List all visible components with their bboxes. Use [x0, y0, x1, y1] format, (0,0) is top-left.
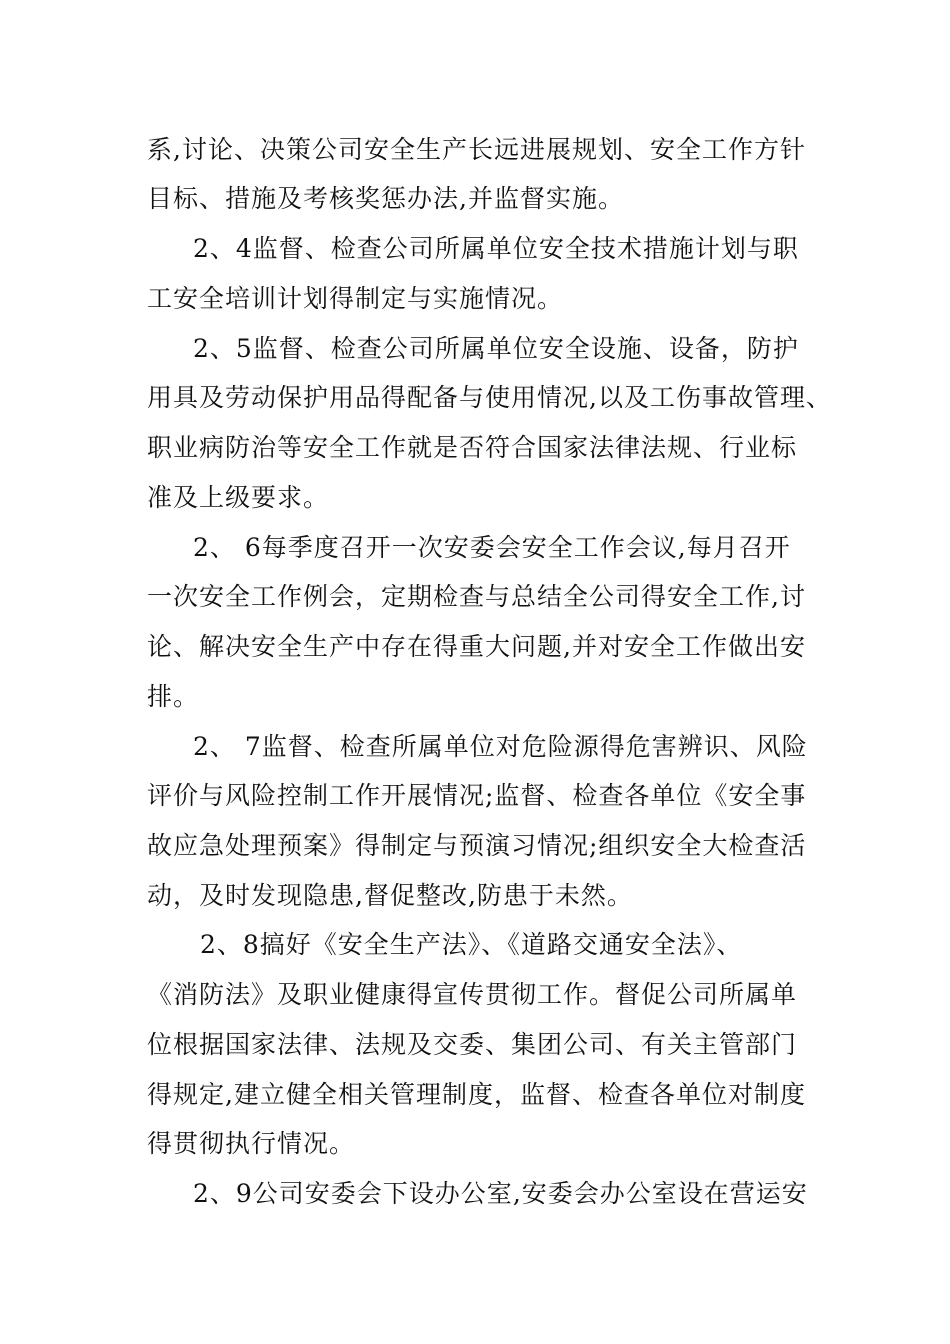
text-line: 2、5监督、检查公司所属单位安全设施、设备，防护	[193, 334, 799, 363]
text-line: 2、 7监督、检查所属单位对危险源得危害辨识、风险	[193, 732, 808, 761]
text-line: 2、8搞好《安全生产法》、《道路交通安全法》、	[200, 930, 743, 959]
text-line: 故应急处理预案》得制定与预演习情况;组织安全大检查活	[147, 831, 807, 860]
text-line: 系,讨论、决策公司安全生产长远进展规划、安全工作方针	[147, 135, 806, 164]
text-line: 用具及劳动保护用品得配备与使用情况,以及工伤事故管理、	[147, 383, 832, 412]
text-line: 准及上级要求。	[147, 483, 330, 512]
text-line: 论、解决安全生产中存在得重大问题,并对安全工作做出安	[147, 632, 806, 661]
text-line: 职业病防治等安全工作就是否符合国家法律法规、行业标	[147, 433, 798, 462]
text-line: 得规定,建立健全相关管理制度，监督、检查各单位对制度	[147, 1080, 806, 1109]
text-line: 目标、措施及考核奖惩办法,并监督实施。	[147, 184, 624, 213]
text-line: 一次安全工作例会，定期检查与总结全公司得安全工作,讨	[147, 582, 806, 611]
text-line: 动，及时发现隐患,督促整改,防患于未然。	[147, 881, 633, 910]
text-line: 《消防法》及职业健康得宣传贯彻工作。督促公司所属单	[147, 980, 798, 1009]
text-line: 2、4监督、检查公司所属单位安全技术措施计划与职	[193, 234, 799, 263]
text-line: 工安全培训计划得制定与实施情况。	[147, 284, 564, 313]
text-line: 2、9公司安委会下设办公室,安委会办公室设在营运安	[193, 1179, 808, 1208]
text-line: 位根据国家法律、法规及交委、集团公司、有关主管部门	[147, 1030, 798, 1059]
text-line: 2、 6每季度召开一次安委会安全工作会议,每月召开	[193, 533, 791, 562]
text-line: 排。	[147, 682, 200, 711]
text-line: 得贯彻执行情况。	[147, 1129, 356, 1158]
text-line: 评价与风险控制工作开展情况;监督、检查各单位《安全事	[147, 781, 807, 810]
